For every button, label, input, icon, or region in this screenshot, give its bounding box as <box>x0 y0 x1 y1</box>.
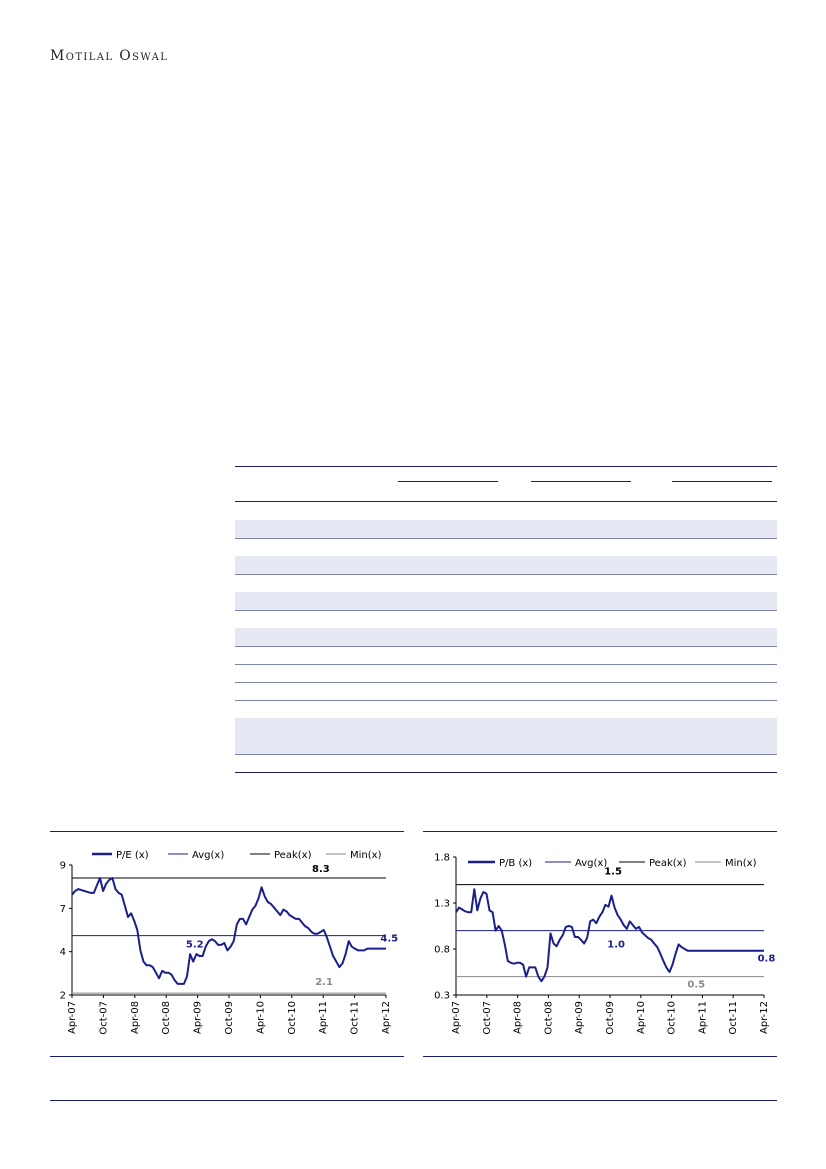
x-tick-label: Apr-11 <box>318 1001 330 1034</box>
x-tick-label: Apr-08 <box>129 1001 141 1034</box>
x-tick-label: Apr-10 <box>635 1001 647 1034</box>
x-tick-label: Apr-07 <box>67 1001 78 1034</box>
data-table <box>235 466 777 774</box>
y-tick-label: 2 <box>59 990 66 1002</box>
x-tick-label: Apr-11 <box>697 1001 709 1034</box>
x-tick-label: Oct-08 <box>543 1001 555 1035</box>
table-row <box>235 628 777 647</box>
y-tick-label: 4 <box>59 947 66 959</box>
data-label: 5.2 <box>185 939 204 951</box>
y-tick-label: 1.3 <box>434 898 450 910</box>
x-tick-label: Apr-09 <box>574 1001 586 1034</box>
x-tick-label: Apr-09 <box>192 1001 204 1034</box>
x-tick-label: Oct-08 <box>161 1001 173 1035</box>
x-tick-label: Oct-10 <box>666 1001 678 1035</box>
data-label: 1.0 <box>607 939 626 951</box>
pe-chart-svg <box>50 832 404 1056</box>
x-tick-label: Oct-09 <box>605 1001 616 1035</box>
table-top-rule <box>235 466 777 467</box>
y-tick-label: 0.8 <box>434 944 450 956</box>
x-tick-label: Apr-08 <box>512 1001 524 1034</box>
table-row <box>235 700 777 719</box>
x-tick-label: Apr-07 <box>451 1001 462 1034</box>
x-tick-label: Oct-11 <box>728 1001 740 1035</box>
footer-rule <box>50 1100 777 1101</box>
x-tick-label: Oct-10 <box>286 1001 298 1035</box>
x-tick-label: Oct-07 <box>481 1001 493 1035</box>
table-row <box>235 682 777 701</box>
series-line <box>72 878 386 984</box>
table-row <box>235 736 777 755</box>
table-group-rule <box>531 481 631 482</box>
table-row <box>235 502 777 521</box>
x-tick-label: Apr-12 <box>381 1001 392 1034</box>
x-tick-label: Oct-11 <box>349 1001 361 1035</box>
legend-label-pe: P/E (x) <box>116 850 149 861</box>
table-row <box>235 592 777 611</box>
table-row <box>235 646 777 665</box>
legend-label-peak: Peak(x) <box>274 850 312 861</box>
data-label: 0.5 <box>687 979 706 991</box>
table-row <box>235 664 777 683</box>
data-label: 0.8 <box>757 953 776 965</box>
legend-label-min: Min(x) <box>350 850 382 861</box>
table-row <box>235 574 777 593</box>
pe-chart <box>50 831 404 1057</box>
series-line <box>456 889 764 981</box>
legend-label-pb: P/B (x) <box>499 858 533 869</box>
x-tick-label: Oct-07 <box>98 1001 110 1035</box>
table-row <box>235 610 777 629</box>
y-tick-label: 7 <box>59 903 66 915</box>
data-label: 2.1 <box>315 977 333 989</box>
table-bottom-rule <box>235 772 777 773</box>
pb-chart <box>423 831 777 1057</box>
y-tick-label: 0.3 <box>434 990 450 1002</box>
table-group-rule <box>398 481 498 482</box>
data-label: 8.3 <box>312 864 330 875</box>
legend-label-avg: Avg(x) <box>575 858 608 869</box>
x-tick-label: Apr-10 <box>255 1001 267 1034</box>
legend-label-min: Min(x) <box>725 858 757 869</box>
data-label: 4.5 <box>380 933 399 945</box>
x-tick-label: Apr-12 <box>759 1001 770 1034</box>
data-label: 1.5 <box>604 866 622 878</box>
pb-chart-svg <box>423 832 777 1056</box>
table-row <box>235 538 777 557</box>
table-row <box>235 718 777 737</box>
brand-logo: Motilal Oswal <box>50 48 169 64</box>
table-row <box>235 556 777 575</box>
x-tick-label: Oct-09 <box>224 1001 235 1035</box>
legend-label-avg: Avg(x) <box>192 850 225 861</box>
legend <box>92 850 382 861</box>
y-tick-label: 9 <box>59 860 66 872</box>
legend-label-peak: Peak(x) <box>649 858 687 869</box>
table-group-rule <box>672 481 772 482</box>
y-tick-label: 1.8 <box>434 852 450 864</box>
table-row <box>235 520 777 539</box>
